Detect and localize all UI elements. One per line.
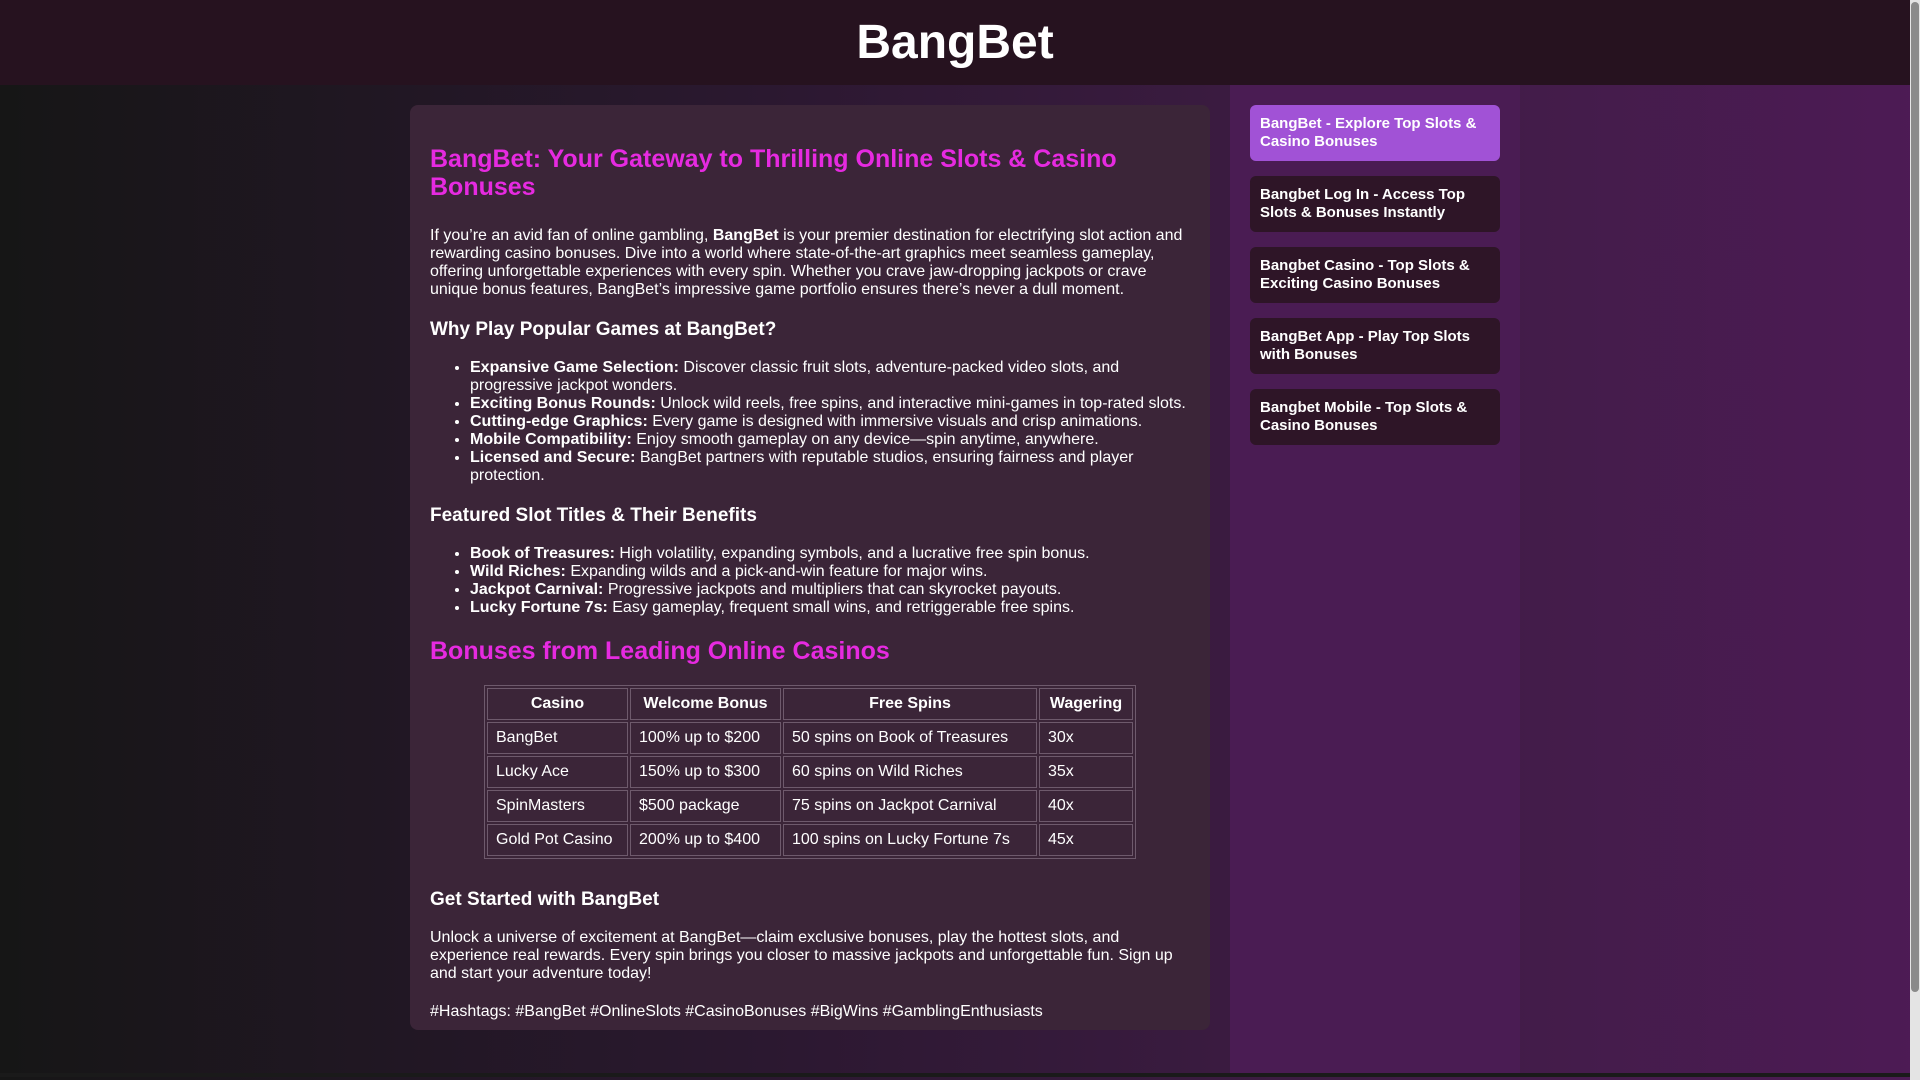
cell: 100% up to $200 <box>630 722 781 754</box>
vertical-scrollbar[interactable] <box>1910 0 1920 1080</box>
cell: Lucky Ace <box>487 756 628 788</box>
list-item-title: Expansive Game Selection: <box>470 359 679 376</box>
intro-after: is your premier destination for electrifying slot action and rewarding casino bonuses. Dive into a world where state-of-the-art graphics meet seamless gameplay, offering unforgettable experiences with every spin. Whether you crave jaw-dropping jackpots or crave unique bonus features, BangBet’s impressive game portfolio ensures there’s never a dull moment. <box>430 227 1183 298</box>
intro-paragraph <box>430 227 1190 299</box>
list-item-title: Mobile Compatibility: <box>470 431 632 448</box>
list-item <box>470 563 1190 581</box>
list-item-title: Cutting-edge Graphics: <box>470 413 648 430</box>
cell: 40x <box>1039 790 1133 822</box>
cell: 35x <box>1039 756 1133 788</box>
list-item-text: BangBet partners with reputable studios, ensuring fairness and player protection. <box>470 449 1134 484</box>
sidebar-item-mobile[interactable]: Bangbet Mobile - Top Slots & Casino Bonuses <box>1250 389 1500 445</box>
list-item-title: Licensed and Secure: <box>470 449 636 466</box>
list-item-text: Every game is designed with immersive visuals and crisp animations. <box>647 413 1143 430</box>
cell: 100 spins on Lucky Fortune 7s <box>783 824 1037 856</box>
list-item-title: Wild Riches: <box>470 563 566 580</box>
sidebar-item-app[interactable]: BangBet App - Play Top Slots with Bonuses <box>1250 318 1500 374</box>
sidebar <box>1230 85 1520 1075</box>
cell: 45x <box>1039 824 1133 856</box>
cell: 50 spins on Book of Treasures <box>783 722 1037 754</box>
featured-list <box>430 545 1190 617</box>
table-header-row <box>487 688 1133 720</box>
bottom-divider <box>0 1073 1910 1077</box>
cell: 200% up to $400 <box>630 824 781 856</box>
hashtags: #Hashtags: #BangBet #OnlineSlots #CasinoBonuses #BigWins #GamblingEnthusiasts <box>430 1003 1043 1020</box>
list-item-title: Exciting Bonus Rounds: <box>470 395 656 412</box>
table-row <box>487 722 1133 754</box>
cell: 30x <box>1039 722 1133 754</box>
bonuses-heading: Bonuses from Leading Online Casinos <box>430 637 890 665</box>
col-wagering: Wagering <box>1039 688 1133 720</box>
list-item <box>470 359 1190 395</box>
bonus-table <box>484 685 1136 859</box>
cell: Gold Pot Casino <box>487 824 628 856</box>
intro-before: If you’re an avid fan of online gambling, <box>430 227 713 244</box>
started-paragraph: Unlock a universe of excitement at BangBet—claim exclusive bonuses, play the hottest slots, and experience real rewards. Every spin brings you closer to massive jackpots and unforgettable fun. Sign up and start your adventure today! <box>430 929 1173 982</box>
sidebar-item-casino[interactable]: Bangbet Casino - Top Slots & Exciting Casino Bonuses <box>1250 247 1500 303</box>
list-item <box>470 581 1190 599</box>
site-header <box>0 0 1910 85</box>
cell: SpinMasters <box>487 790 628 822</box>
cell: 75 spins on Jackpot Carnival <box>783 790 1037 822</box>
list-item-title: Lucky Fortune 7s: <box>470 599 608 616</box>
cell: 60 spins on Wild Riches <box>783 756 1037 788</box>
list-item-title: Book of Treasures: <box>470 545 615 562</box>
why-list <box>430 359 1190 485</box>
article-title: BangBet: Your Gateway to Thrilling Online Slots & Casino Bonuses <box>430 145 1117 201</box>
article-card <box>410 105 1210 1030</box>
list-item-text: Discover classic fruit slots, adventure-packed video slots, and progressive jackpot wonders. <box>470 359 1120 394</box>
col-welcome-bonus: Welcome Bonus <box>630 688 781 720</box>
list-item-text: Unlock wild reels, free spins, and interactive mini-games in top-rated slots. <box>655 395 1186 412</box>
sidebar-item-explore[interactable]: BangBet - Explore Top Slots & Casino Bonuses <box>1250 105 1500 161</box>
featured-heading: Featured Slot Titles & Their Benefits <box>430 505 757 526</box>
list-item <box>470 449 1190 485</box>
list-item-text: Progressive jackpots and multipliers that can skyrocket payouts. <box>603 581 1062 598</box>
list-item-text: Easy gameplay, frequent small wins, and retriggerable free spins. <box>607 599 1075 616</box>
list-item <box>470 413 1190 431</box>
list-item <box>470 545 1190 563</box>
list-item-text: Enjoy smooth gameplay on any device—spin anytime, anywhere. <box>631 431 1099 448</box>
list-item-text: Expanding wilds and a pick-and-win feature for major wins. <box>565 563 988 580</box>
cell: $500 package <box>630 790 781 822</box>
col-casino: Casino <box>487 688 628 720</box>
cell: BangBet <box>487 722 628 754</box>
list-item-title: Jackpot Carnival: <box>470 581 604 598</box>
why-heading: Why Play Popular Games at BangBet? <box>430 319 777 340</box>
list-item <box>470 395 1190 413</box>
list-item-text: High volatility, expanding symbols, and a lucrative free spin bonus. <box>614 545 1090 562</box>
cell: 150% up to $300 <box>630 756 781 788</box>
sidebar-item-log-in[interactable]: Bangbet Log In - Access Top Slots & Bonuses Instantly <box>1250 176 1500 232</box>
table-row <box>487 824 1133 856</box>
list-item <box>470 599 1190 617</box>
col-free-spins: Free Spins <box>783 688 1037 720</box>
list-item <box>470 431 1190 449</box>
scrollbar-thumb[interactable] <box>1911 2 1919 992</box>
started-heading: Get Started with BangBet <box>430 889 660 910</box>
table-row <box>487 790 1133 822</box>
intro-brand: BangBet <box>712 227 779 244</box>
site-title[interactable]: BangBet <box>856 16 1054 69</box>
table-row <box>487 756 1133 788</box>
